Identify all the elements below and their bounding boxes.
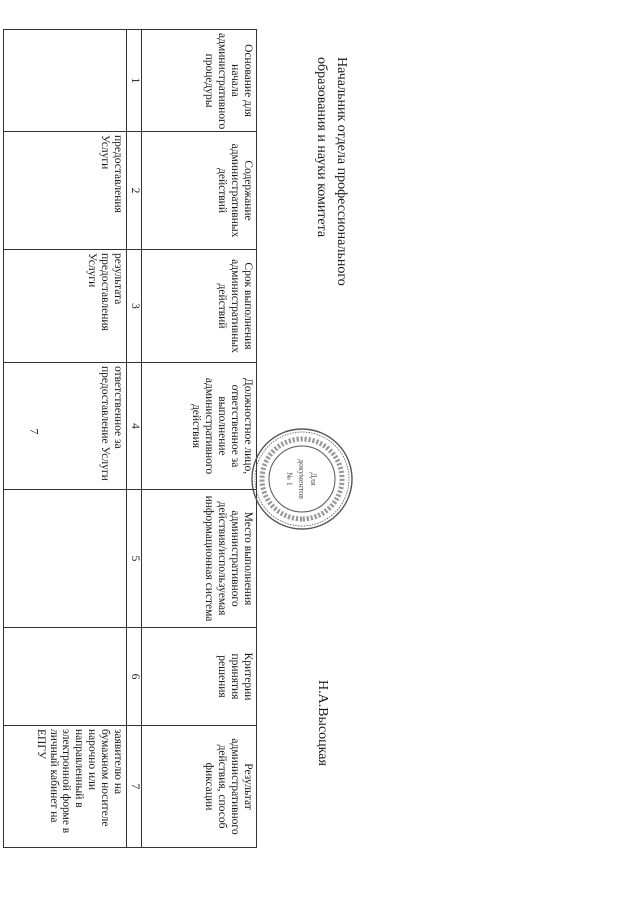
table-cell: результата предоставления Услуги bbox=[4, 250, 127, 363]
column-number: 7 bbox=[127, 726, 142, 848]
table-cell: ответственное за предоставление Услуги bbox=[4, 363, 127, 490]
table-row bbox=[4, 30, 127, 848]
table-header-row bbox=[142, 30, 257, 848]
official-seal-icon bbox=[249, 426, 355, 532]
administrative-procedure-table bbox=[3, 29, 257, 848]
header-cell: Результат административного действия, способ фиксации bbox=[142, 726, 257, 848]
header-cell: Срок выполнения административных действий bbox=[142, 250, 257, 363]
page-number: 7 bbox=[27, 428, 42, 435]
table-cell bbox=[4, 628, 127, 726]
table-cell bbox=[4, 30, 127, 132]
seal-text-line1: Для bbox=[309, 472, 318, 486]
header-cell: Основание для начала административного процедуры bbox=[142, 30, 257, 132]
column-number: 5 bbox=[127, 490, 142, 628]
column-number: 3 bbox=[127, 250, 142, 363]
column-number: 4 bbox=[127, 363, 142, 490]
seal-text-line2: документов bbox=[297, 459, 306, 499]
header-cell: Критерии принятия решения bbox=[142, 628, 257, 726]
table-cell: заявителю на бумажном носителе нарочно или направленный в электронной форме в личный кабинет на ЕПГУ bbox=[4, 726, 127, 848]
header-cell: Содержание административных действий bbox=[142, 132, 257, 250]
signature-title-line2: образования и науки комитета bbox=[314, 57, 330, 238]
signature-block bbox=[312, 57, 351, 286]
column-number: 1 bbox=[127, 30, 142, 132]
header-cell: Должностное лицо, ответственное за выполнение административного действия bbox=[142, 363, 257, 490]
header-cell: Место выполнения административного действия/используемая информационная система bbox=[142, 490, 257, 628]
signature-name: Н.А.Высоцкая bbox=[315, 680, 330, 766]
column-number: 2 bbox=[127, 132, 142, 250]
column-number-row bbox=[127, 30, 142, 848]
signature-title-line1: Начальник отдела профессионального bbox=[334, 57, 349, 286]
table-cell bbox=[4, 490, 127, 628]
seal-text-line3: № 1 bbox=[285, 472, 294, 486]
column-number: 6 bbox=[127, 628, 142, 726]
table-cell: предоставления Услуги bbox=[4, 132, 127, 250]
